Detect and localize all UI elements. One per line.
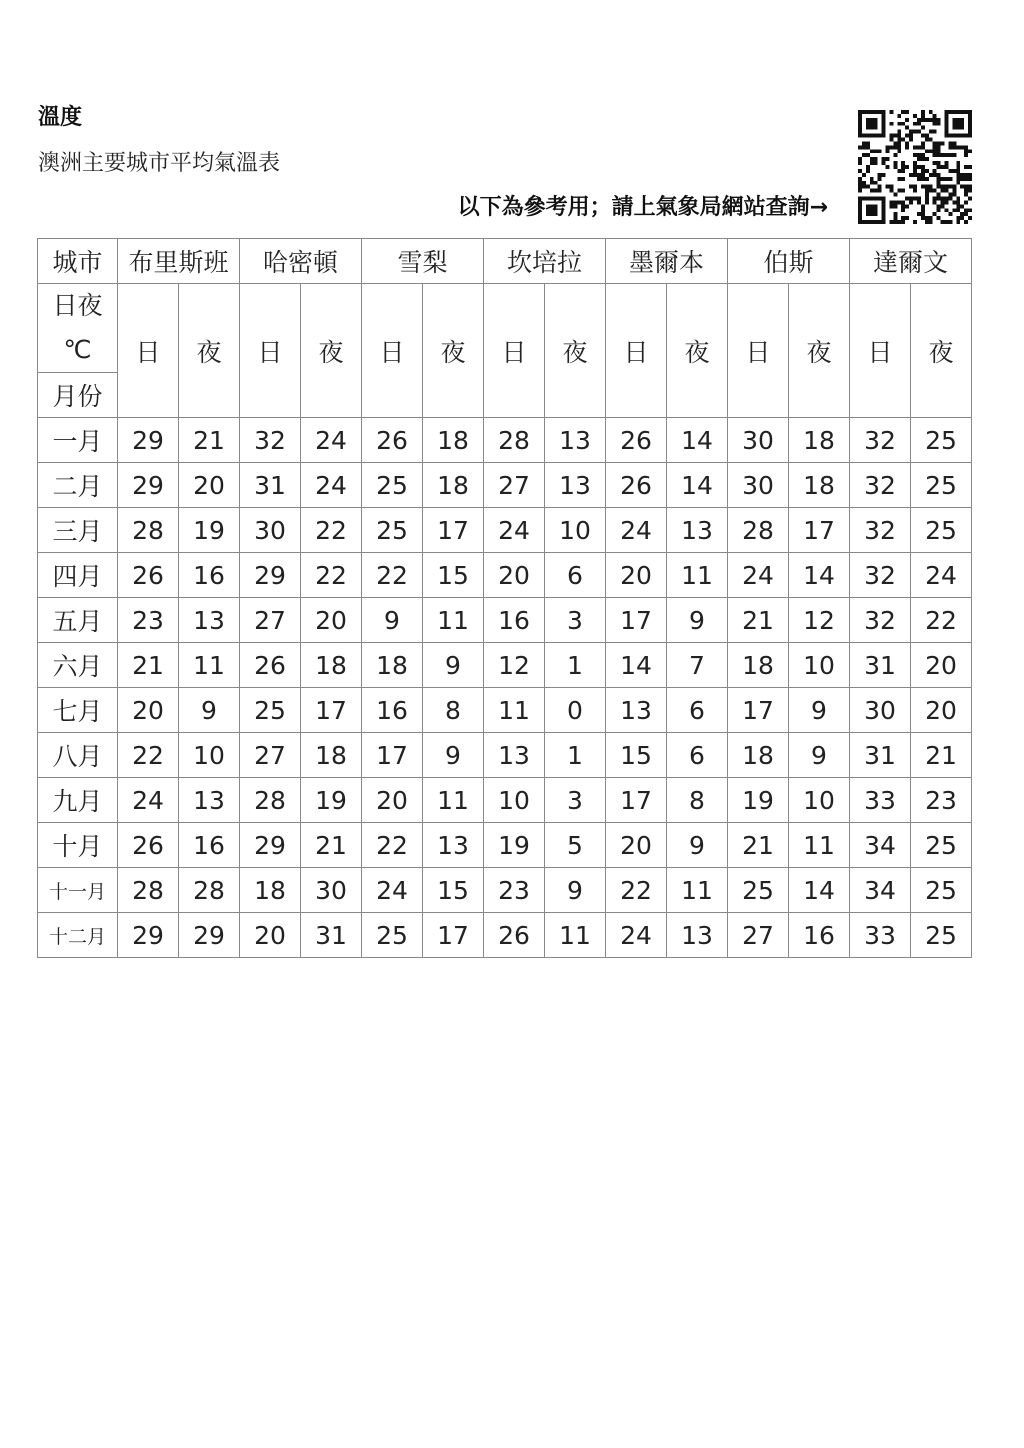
night-temp-cell: 22 bbox=[301, 508, 362, 553]
table-row bbox=[38, 553, 972, 598]
table-row bbox=[38, 643, 972, 688]
page-subtitle: 澳洲主要城市平均氣溫表 bbox=[38, 151, 281, 176]
night-temp-cell: 13 bbox=[667, 508, 728, 553]
night-temp-cell: 18 bbox=[423, 418, 484, 463]
day-temp-cell: 24 bbox=[362, 868, 423, 913]
night-temp-cell: 17 bbox=[301, 688, 362, 733]
month-label: 六月 bbox=[38, 643, 118, 688]
night-temp-cell: 14 bbox=[789, 553, 850, 598]
night-temp-cell: 25 bbox=[911, 913, 972, 958]
night-temp-cell: 13 bbox=[545, 463, 606, 508]
day-temp-cell: 21 bbox=[728, 823, 789, 868]
day-temp-cell: 24 bbox=[606, 913, 667, 958]
day-temp-cell: 22 bbox=[606, 868, 667, 913]
month-label: 三月 bbox=[38, 508, 118, 553]
night-temp-cell: 13 bbox=[179, 778, 240, 823]
day-temp-cell: 20 bbox=[362, 778, 423, 823]
night-temp-cell: 6 bbox=[667, 733, 728, 778]
day-temp-cell: 18 bbox=[728, 733, 789, 778]
night-temp-cell: 20 bbox=[301, 598, 362, 643]
day-temp-cell: 34 bbox=[850, 868, 911, 913]
table-row bbox=[38, 598, 972, 643]
night-label: 夜 bbox=[423, 284, 484, 418]
night-temp-cell: 1 bbox=[545, 643, 606, 688]
qr-code-icon[interactable] bbox=[858, 110, 972, 224]
day-temp-cell: 29 bbox=[118, 418, 179, 463]
night-temp-cell: 10 bbox=[179, 733, 240, 778]
day-temp-cell: 11 bbox=[484, 688, 545, 733]
night-temp-cell: 9 bbox=[423, 733, 484, 778]
day-temp-cell: 24 bbox=[606, 508, 667, 553]
day-temp-cell: 10 bbox=[484, 778, 545, 823]
day-temp-cell: 28 bbox=[118, 508, 179, 553]
day-temp-cell: 18 bbox=[728, 643, 789, 688]
night-temp-cell: 6 bbox=[545, 553, 606, 598]
day-temp-cell: 13 bbox=[606, 688, 667, 733]
day-temp-cell: 30 bbox=[728, 463, 789, 508]
day-temp-cell: 34 bbox=[850, 823, 911, 868]
day-temp-cell: 17 bbox=[606, 778, 667, 823]
day-temp-cell: 32 bbox=[850, 553, 911, 598]
day-temp-cell: 27 bbox=[484, 463, 545, 508]
night-temp-cell: 9 bbox=[789, 688, 850, 733]
table-row bbox=[38, 508, 972, 553]
night-temp-cell: 0 bbox=[545, 688, 606, 733]
night-temp-cell: 20 bbox=[179, 463, 240, 508]
night-label: 夜 bbox=[179, 284, 240, 418]
day-temp-cell: 15 bbox=[606, 733, 667, 778]
day-temp-cell: 23 bbox=[484, 868, 545, 913]
night-temp-cell: 24 bbox=[911, 553, 972, 598]
night-temp-cell: 3 bbox=[545, 598, 606, 643]
day-temp-cell: 27 bbox=[240, 733, 301, 778]
night-temp-cell: 8 bbox=[423, 688, 484, 733]
night-temp-cell: 29 bbox=[179, 913, 240, 958]
city-name: 雪梨 bbox=[362, 239, 484, 284]
night-temp-cell: 21 bbox=[301, 823, 362, 868]
night-temp-cell: 15 bbox=[423, 553, 484, 598]
day-temp-cell: 21 bbox=[728, 598, 789, 643]
night-temp-cell: 25 bbox=[911, 463, 972, 508]
day-label: 日 bbox=[606, 284, 667, 418]
day-temp-cell: 28 bbox=[118, 868, 179, 913]
day-label: 日 bbox=[850, 284, 911, 418]
night-label: 夜 bbox=[545, 284, 606, 418]
day-temp-cell: 25 bbox=[362, 463, 423, 508]
day-temp-cell: 17 bbox=[362, 733, 423, 778]
day-temp-cell: 31 bbox=[850, 733, 911, 778]
night-temp-cell: 25 bbox=[911, 823, 972, 868]
table-row bbox=[38, 823, 972, 868]
night-temp-cell: 31 bbox=[301, 913, 362, 958]
night-temp-cell: 9 bbox=[789, 733, 850, 778]
night-temp-cell: 21 bbox=[179, 418, 240, 463]
day-temp-cell: 26 bbox=[362, 418, 423, 463]
night-temp-cell: 9 bbox=[423, 643, 484, 688]
day-temp-cell: 13 bbox=[484, 733, 545, 778]
day-temp-cell: 30 bbox=[850, 688, 911, 733]
day-temp-cell: 20 bbox=[118, 688, 179, 733]
day-temp-cell: 12 bbox=[484, 643, 545, 688]
night-temp-cell: 20 bbox=[911, 643, 972, 688]
night-temp-cell: 10 bbox=[789, 778, 850, 823]
month-label: 四月 bbox=[38, 553, 118, 598]
day-temp-cell: 20 bbox=[606, 823, 667, 868]
day-temp-cell: 33 bbox=[850, 778, 911, 823]
table-row bbox=[38, 418, 972, 463]
day-temp-cell: 32 bbox=[850, 463, 911, 508]
city-name: 坎培拉 bbox=[484, 239, 606, 284]
night-temp-cell: 11 bbox=[423, 778, 484, 823]
night-temp-cell: 24 bbox=[301, 463, 362, 508]
table-row bbox=[38, 913, 972, 958]
night-temp-cell: 12 bbox=[789, 598, 850, 643]
day-temp-cell: 26 bbox=[118, 553, 179, 598]
day-temp-cell: 32 bbox=[850, 418, 911, 463]
month-label: 七月 bbox=[38, 688, 118, 733]
night-temp-cell: 13 bbox=[545, 418, 606, 463]
night-temp-cell: 19 bbox=[179, 508, 240, 553]
city-name: 伯斯 bbox=[728, 239, 850, 284]
night-label: 夜 bbox=[667, 284, 728, 418]
night-temp-cell: 9 bbox=[179, 688, 240, 733]
month-header-label: 月份 bbox=[38, 373, 118, 418]
day-temp-cell: 22 bbox=[362, 553, 423, 598]
table-row bbox=[38, 733, 972, 778]
night-temp-cell: 22 bbox=[301, 553, 362, 598]
night-temp-cell: 16 bbox=[179, 823, 240, 868]
day-night-label: 日夜 bbox=[52, 291, 103, 320]
night-temp-cell: 5 bbox=[545, 823, 606, 868]
night-temp-cell: 16 bbox=[179, 553, 240, 598]
day-temp-cell: 26 bbox=[606, 418, 667, 463]
night-temp-cell: 18 bbox=[301, 733, 362, 778]
night-temp-cell: 1 bbox=[545, 733, 606, 778]
day-temp-cell: 31 bbox=[240, 463, 301, 508]
day-night-unit-cell bbox=[38, 284, 118, 373]
night-temp-cell: 15 bbox=[423, 868, 484, 913]
month-label: 二月 bbox=[38, 463, 118, 508]
night-temp-cell: 18 bbox=[789, 418, 850, 463]
night-temp-cell: 17 bbox=[423, 508, 484, 553]
night-temp-cell: 11 bbox=[789, 823, 850, 868]
night-temp-cell: 11 bbox=[423, 598, 484, 643]
day-temp-cell: 17 bbox=[728, 688, 789, 733]
night-temp-cell: 30 bbox=[301, 868, 362, 913]
unit-label: ℃ bbox=[63, 335, 92, 364]
night-temp-cell: 14 bbox=[789, 868, 850, 913]
night-temp-cell: 11 bbox=[545, 913, 606, 958]
city-header-label: 城市 bbox=[38, 239, 118, 284]
day-temp-cell: 24 bbox=[728, 553, 789, 598]
night-temp-cell: 18 bbox=[789, 463, 850, 508]
night-temp-cell: 9 bbox=[667, 823, 728, 868]
day-temp-cell: 32 bbox=[850, 598, 911, 643]
day-temp-cell: 20 bbox=[484, 553, 545, 598]
night-temp-cell: 17 bbox=[423, 913, 484, 958]
night-temp-cell: 14 bbox=[667, 418, 728, 463]
night-temp-cell: 16 bbox=[789, 913, 850, 958]
night-temp-cell: 24 bbox=[301, 418, 362, 463]
day-label: 日 bbox=[118, 284, 179, 418]
night-temp-cell: 22 bbox=[911, 598, 972, 643]
night-label: 夜 bbox=[789, 284, 850, 418]
night-temp-cell: 25 bbox=[911, 868, 972, 913]
city-name: 墨爾本 bbox=[606, 239, 728, 284]
day-temp-cell: 16 bbox=[362, 688, 423, 733]
day-temp-cell: 33 bbox=[850, 913, 911, 958]
night-temp-cell: 7 bbox=[667, 643, 728, 688]
day-temp-cell: 25 bbox=[362, 913, 423, 958]
day-temp-cell: 26 bbox=[484, 913, 545, 958]
day-temp-cell: 27 bbox=[240, 598, 301, 643]
day-label: 日 bbox=[362, 284, 423, 418]
day-label: 日 bbox=[240, 284, 301, 418]
day-temp-cell: 29 bbox=[118, 913, 179, 958]
city-name: 達爾文 bbox=[850, 239, 972, 284]
city-name: 布里斯班 bbox=[118, 239, 240, 284]
month-label: 十二月 bbox=[38, 913, 118, 958]
day-temp-cell: 30 bbox=[728, 418, 789, 463]
day-temp-cell: 28 bbox=[240, 778, 301, 823]
night-temp-cell: 3 bbox=[545, 778, 606, 823]
reference-note: 以下為參考用；請上氣象局網站查詢→ bbox=[457, 195, 828, 220]
night-temp-cell: 25 bbox=[911, 418, 972, 463]
day-label: 日 bbox=[728, 284, 789, 418]
night-temp-cell: 8 bbox=[667, 778, 728, 823]
day-temp-cell: 22 bbox=[118, 733, 179, 778]
night-temp-cell: 21 bbox=[911, 733, 972, 778]
day-temp-cell: 25 bbox=[728, 868, 789, 913]
day-temp-cell: 20 bbox=[606, 553, 667, 598]
month-label: 八月 bbox=[38, 733, 118, 778]
month-label: 一月 bbox=[38, 418, 118, 463]
day-temp-cell: 25 bbox=[240, 688, 301, 733]
night-temp-cell: 19 bbox=[301, 778, 362, 823]
day-temp-cell: 18 bbox=[362, 643, 423, 688]
month-label: 十一月 bbox=[38, 868, 118, 913]
night-temp-cell: 13 bbox=[667, 913, 728, 958]
table-row bbox=[38, 778, 972, 823]
day-temp-cell: 29 bbox=[240, 553, 301, 598]
day-label: 日 bbox=[484, 284, 545, 418]
day-temp-cell: 24 bbox=[484, 508, 545, 553]
night-temp-cell: 25 bbox=[911, 508, 972, 553]
day-temp-cell: 30 bbox=[240, 508, 301, 553]
night-temp-cell: 17 bbox=[789, 508, 850, 553]
day-temp-cell: 22 bbox=[362, 823, 423, 868]
night-temp-cell: 18 bbox=[423, 463, 484, 508]
day-temp-cell: 25 bbox=[362, 508, 423, 553]
table-row bbox=[38, 868, 972, 913]
month-label: 十月 bbox=[38, 823, 118, 868]
day-night-header-row bbox=[38, 284, 972, 373]
day-temp-cell: 21 bbox=[118, 643, 179, 688]
night-label: 夜 bbox=[911, 284, 972, 418]
page-heading: 溫度 bbox=[38, 105, 83, 130]
night-temp-cell: 14 bbox=[667, 463, 728, 508]
night-temp-cell: 11 bbox=[667, 553, 728, 598]
day-temp-cell: 24 bbox=[118, 778, 179, 823]
day-temp-cell: 20 bbox=[240, 913, 301, 958]
month-label: 五月 bbox=[38, 598, 118, 643]
day-temp-cell: 32 bbox=[240, 418, 301, 463]
day-temp-cell: 27 bbox=[728, 913, 789, 958]
night-temp-cell: 11 bbox=[179, 643, 240, 688]
night-temp-cell: 28 bbox=[179, 868, 240, 913]
night-temp-cell: 10 bbox=[545, 508, 606, 553]
night-temp-cell: 20 bbox=[911, 688, 972, 733]
day-temp-cell: 16 bbox=[484, 598, 545, 643]
day-temp-cell: 28 bbox=[728, 508, 789, 553]
day-temp-cell: 14 bbox=[606, 643, 667, 688]
qr-code-graphic bbox=[858, 110, 972, 224]
day-temp-cell: 23 bbox=[118, 598, 179, 643]
day-temp-cell: 19 bbox=[728, 778, 789, 823]
day-temp-cell: 31 bbox=[850, 643, 911, 688]
night-temp-cell: 23 bbox=[911, 778, 972, 823]
month-label: 九月 bbox=[38, 778, 118, 823]
night-label: 夜 bbox=[301, 284, 362, 418]
day-temp-cell: 32 bbox=[850, 508, 911, 553]
night-temp-cell: 11 bbox=[667, 868, 728, 913]
night-temp-cell: 18 bbox=[301, 643, 362, 688]
day-temp-cell: 17 bbox=[606, 598, 667, 643]
city-name: 哈密頓 bbox=[240, 239, 362, 284]
day-temp-cell: 28 bbox=[484, 418, 545, 463]
day-temp-cell: 26 bbox=[118, 823, 179, 868]
table-row bbox=[38, 688, 972, 733]
day-temp-cell: 26 bbox=[606, 463, 667, 508]
night-temp-cell: 13 bbox=[423, 823, 484, 868]
day-temp-cell: 26 bbox=[240, 643, 301, 688]
night-temp-cell: 9 bbox=[667, 598, 728, 643]
night-temp-cell: 13 bbox=[179, 598, 240, 643]
temperature-table bbox=[37, 238, 972, 958]
day-temp-cell: 29 bbox=[118, 463, 179, 508]
city-header-row bbox=[38, 239, 972, 284]
night-temp-cell: 10 bbox=[789, 643, 850, 688]
day-temp-cell: 19 bbox=[484, 823, 545, 868]
night-temp-cell: 9 bbox=[545, 868, 606, 913]
day-temp-cell: 9 bbox=[362, 598, 423, 643]
day-temp-cell: 29 bbox=[240, 823, 301, 868]
night-temp-cell: 6 bbox=[667, 688, 728, 733]
table-row bbox=[38, 463, 972, 508]
day-temp-cell: 18 bbox=[240, 868, 301, 913]
